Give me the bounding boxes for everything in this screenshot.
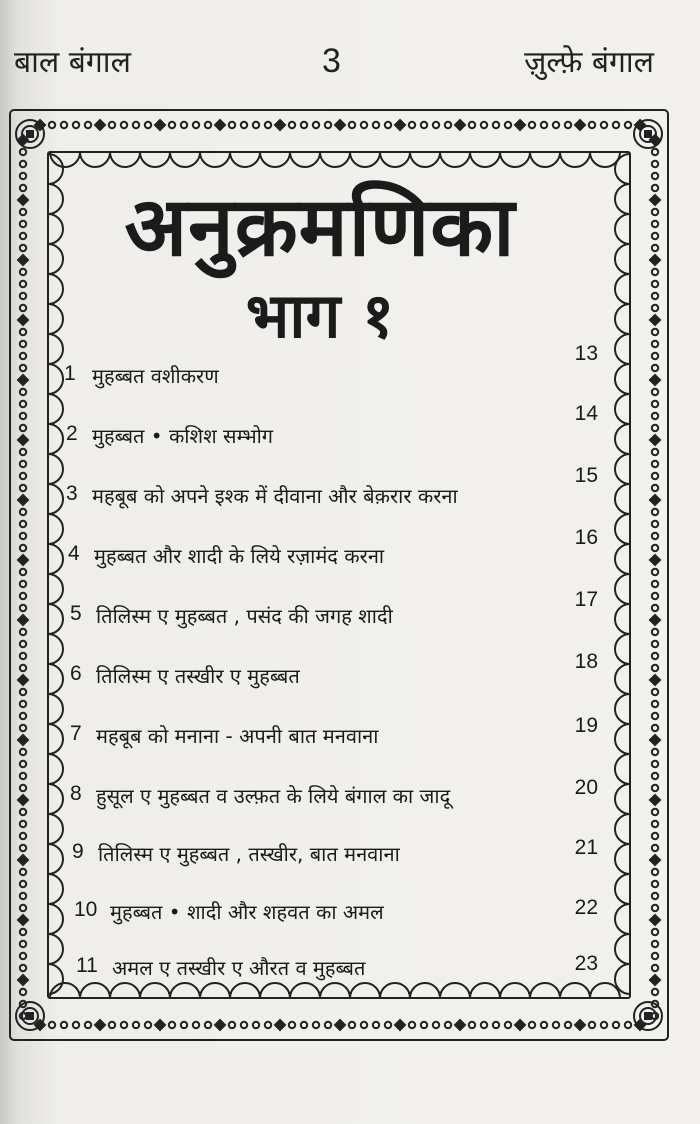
entry-title: तिलिस्म ए मुहब्बत , तस्खीर, बात मनवाना <box>98 842 400 866</box>
contents-title: अनुक्रमणिका <box>124 180 516 275</box>
contents-entry-11 <box>0 954 700 994</box>
entry-number: 5 <box>70 602 82 625</box>
entry-page: 19 <box>574 714 598 737</box>
contents-subtitle: भाग १ <box>245 279 395 352</box>
entry-number: 4 <box>68 542 80 565</box>
entry-page: 13 <box>574 342 598 365</box>
header-page-number: 3 <box>322 42 341 80</box>
contents-entry-4 <box>0 526 700 582</box>
entry-title: तिलिस्म ए मुहब्बत , पसंद की जगह शादी <box>96 604 393 628</box>
entry-title: हुसूल ए मुहब्बत व उल्फ़त के लिये बंगाल का जादू <box>96 784 451 808</box>
entry-number: 6 <box>70 662 82 685</box>
entry-number: 1 <box>64 362 76 385</box>
entry-number: 9 <box>72 840 84 863</box>
entry-number: 11 <box>76 954 98 977</box>
entry-page: 17 <box>574 588 598 611</box>
entry-page: 23 <box>574 952 598 975</box>
contents-entry-7 <box>0 714 700 762</box>
entry-title: मुहब्बत • शादी और शहवत का अमल <box>110 900 384 924</box>
entry-title: महबूब को मनाना - अपनी बात मनवाना <box>96 724 379 748</box>
entry-number: 3 <box>66 482 78 505</box>
entry-number: 7 <box>70 722 82 745</box>
entry-page: 14 <box>574 402 598 425</box>
entry-number: 2 <box>66 422 78 445</box>
contents-entry-1 <box>0 342 700 402</box>
entry-title: महबूब को अपने इश्क में दीवाना और बेक़रार करना <box>92 484 458 508</box>
contents-entry-9 <box>0 836 700 880</box>
entry-page: 16 <box>574 526 598 549</box>
entry-page: 22 <box>574 896 598 919</box>
contents-entry-3 <box>0 464 700 522</box>
header-right-title: ज़ुल्फ़े बंगाल <box>524 45 654 80</box>
entry-title: मुहब्बत और शादी के लिये रज़ामंद करना <box>94 544 385 568</box>
contents-entry-6 <box>0 650 700 702</box>
contents-entry-2 <box>0 402 700 462</box>
entry-title: मुहब्बत वशीकरण <box>92 364 219 388</box>
entry-page: 21 <box>574 836 598 859</box>
contents-entry-8 <box>0 776 700 822</box>
entry-title: मुहब्बत • कशिश सम्भोग <box>92 424 274 448</box>
entry-page: 18 <box>574 650 598 673</box>
entry-number: 10 <box>74 898 98 921</box>
entry-page: 15 <box>574 464 598 487</box>
entry-title: अमल ए तस्खीर ए औरत व मुहब्बत <box>112 956 366 980</box>
contents-entry-10 <box>0 898 700 938</box>
entry-title: तिलिस्म ए तस्खीर ए मुहब्बत <box>96 664 300 688</box>
contents-entry-5 <box>0 588 700 642</box>
entry-page: 20 <box>574 776 598 799</box>
entry-number: 8 <box>70 782 82 805</box>
header-left-title: बाल बंगाल <box>14 45 131 80</box>
